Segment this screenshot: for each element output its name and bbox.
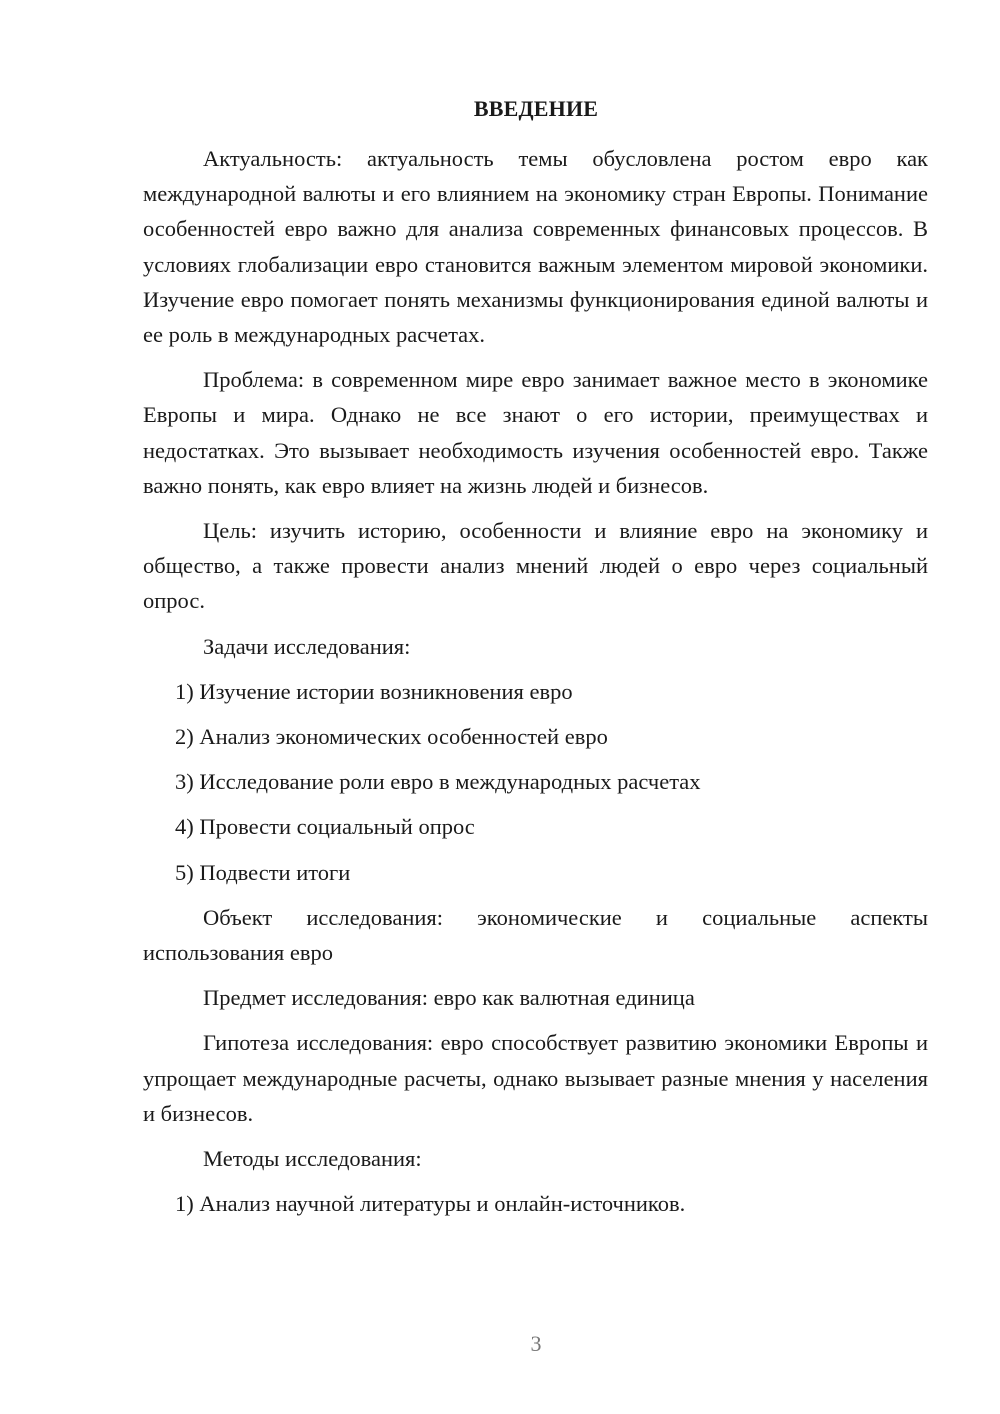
section-title: ВВЕДЕНИЕ <box>473 96 599 121</box>
list-item-task: 2) Анализ экономических особенностей евро <box>175 724 608 750</box>
list-item-task: 5) Подвести итоги <box>175 859 351 885</box>
methods-heading: Методы исследования: <box>203 1146 422 1172</box>
list-item-task: 3) Исследование роли евро в международных расчетах <box>175 769 701 795</box>
paragraph-relevance: Актуальность: актуальность темы обусловлена ростом евро как международной валюты и его влиянием на экономику стран Европы. Понимание особенностей евро важно для анализа современных финансовых процессов. В условиях глобализации евро становится важным элементом мировой экономики. Изучение евро помогает понять механизмы функционирования единой валюты и ее роль в международных расчетах. <box>143 146 928 348</box>
list-item-task: 4) Провести социальный опрос <box>175 814 475 840</box>
paragraph-subject: Предмет исследования: евро как валютная единица <box>203 985 695 1011</box>
document-body <box>143 141 928 1231</box>
paragraph-object: Объект исследования: экономические и социальные аспекты использования евро <box>143 904 928 966</box>
paragraph-problem: Проблема: в современном мире евро занимает важное место в экономике Европы и мира. Однако не все знают о его истории, преимуществах и недостатках. Это вызывает необходимость изучения особенностей евро. Также важно понять, как евро влияет на жизнь людей и бизнесов. <box>143 367 928 498</box>
paragraph-goal: Цель: изучить историю, особенности и влияние евро на экономику и общество, а также провести анализ мнений людей о евро через социальный опрос. <box>143 518 928 614</box>
list-item-method: 1) Анализ научной литературы и онлайн-источников. <box>175 1191 686 1217</box>
list-item-task: 1) Изучение истории возникновения евро <box>175 678 573 704</box>
paragraph-hypothesis: Гипотеза исследования: евро способствует развитию экономики Европы и упрощает международные расчеты, однако вызывает разные мнения у населения и бизнесов. <box>143 1030 928 1126</box>
tasks-heading: Задачи исследования: <box>203 633 411 659</box>
page-number: 3 <box>530 1331 542 1356</box>
